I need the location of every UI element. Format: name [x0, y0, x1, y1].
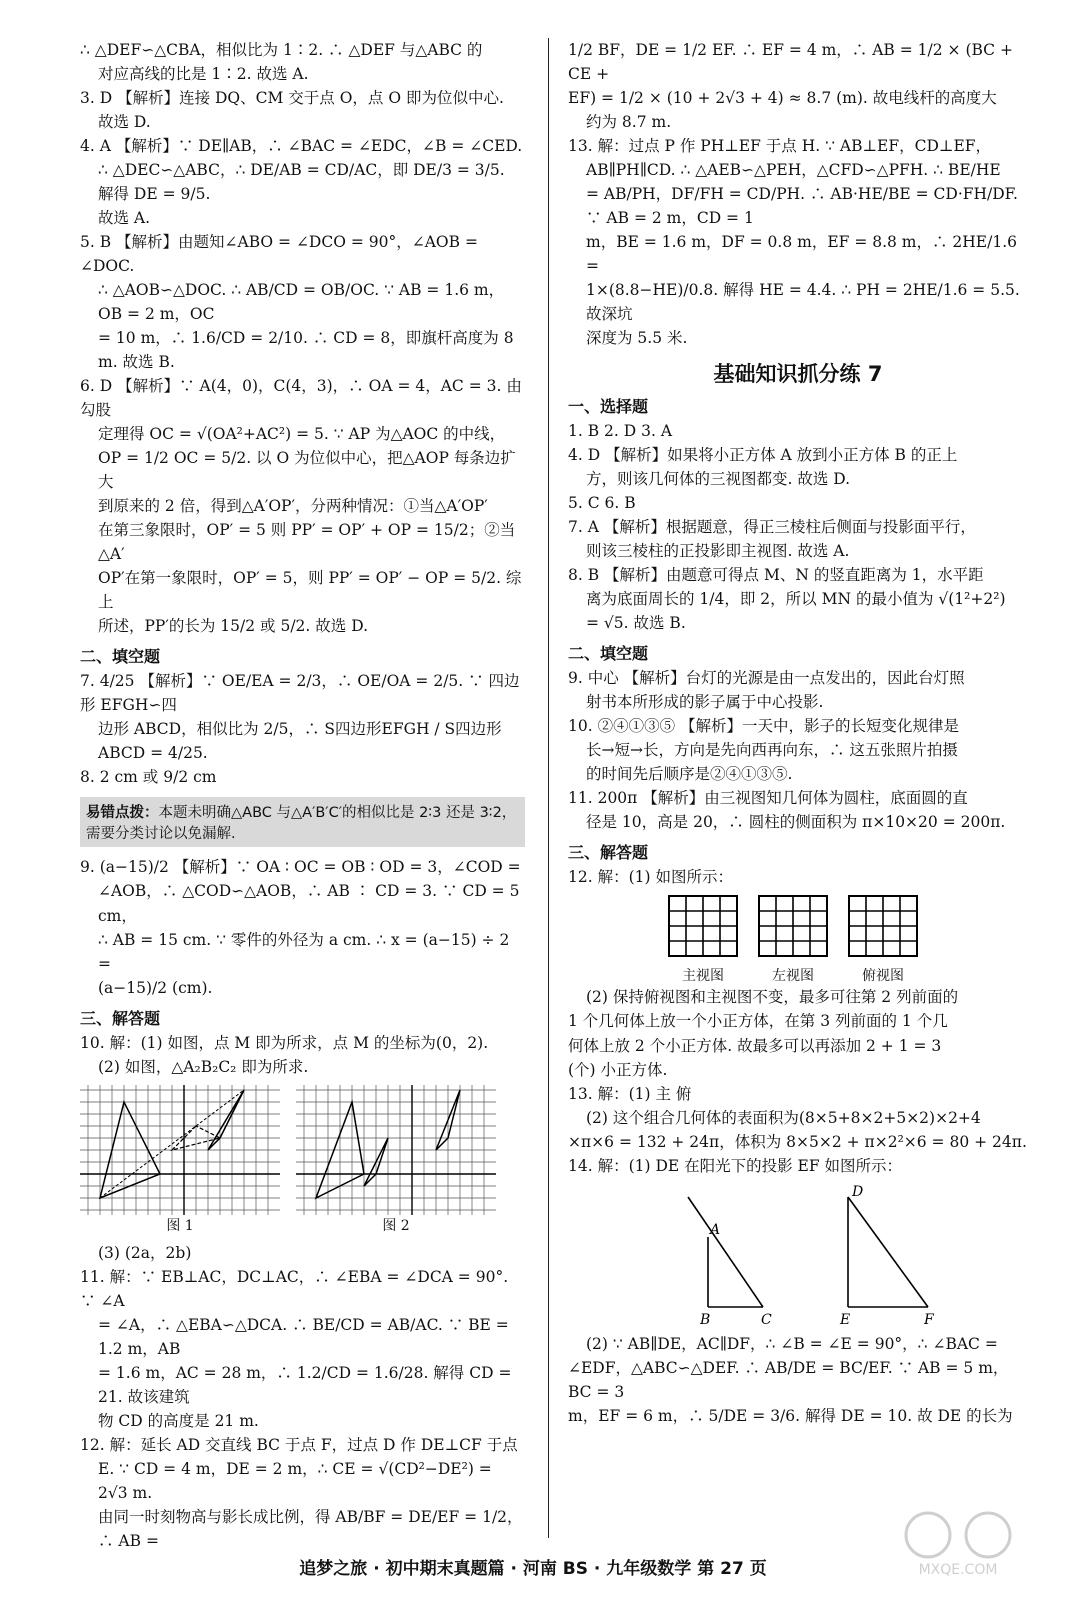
text-line: 5. C 6. B	[568, 494, 636, 513]
text-line: 6. D 【解析】∵ A(4，0)，C(4，3)，∴ OA = 4，AC = 3. 由勾股	[80, 377, 522, 420]
left-view	[758, 895, 828, 985]
text-line: 1/2 BF，DE = 1/2 EF. ∴ EF = 4 m，∴ AB = 1/2 × (BC + CE +	[568, 41, 1013, 84]
text-line: = 10 m，∴ 1.6/CD = 2/10. ∴ CD = 8，即旗杆高度为 8 m. 故选 B.	[98, 329, 514, 372]
text-line: 射书本所形成的影子属于中心投影.	[586, 693, 824, 712]
text-line: 在第三象限时，OP′ = 5 则 PP′ = OP′ + OP = 15/2；②当△A′	[98, 521, 516, 564]
text-line: 1. B 2. D 3. A	[568, 422, 673, 441]
top-view-caption: 俯视图	[862, 968, 904, 985]
text-line: m，BE = 1.6 m，DF = 0.8 m，EF = 8.8 m，∴ 2HE/1.6 =	[586, 233, 1017, 276]
text-line: 的时间先后顺序是②④①③⑤.	[586, 765, 793, 784]
text-line: OP = 1/2 OC = 5/2. 以 O 为位似中心，把△AOP 每条边扩大	[98, 449, 516, 492]
left-column	[80, 38, 525, 1553]
text-line: = AB/PH，DF/FH = CD/PH. ∴ AB·HE/BE = CD·FH/DF. ∵ AB = 2 m，CD = 1	[586, 185, 1018, 228]
coordinate-figures	[80, 1085, 525, 1235]
watermark-text: MXQE.COM	[918, 1562, 998, 1578]
text-line: 离为底面周长的 1/4，即 2，所以 MN 的最小值为 √(1²+2²)	[586, 590, 1006, 609]
text-line: 13. 解：(1) 主 俯	[568, 1084, 692, 1103]
text-line: ∠EDF，△ABC∽△DEF. ∴ AB/DE = BC/EF. ∵ AB = 5 m，BC = 3	[568, 1358, 1009, 1401]
text-line: 7. 4/25 【解析】∵ OE/EA = 2/3，∴ OE/OA = 2/5. ∵ 四边形 EFGH∽四	[80, 672, 520, 715]
error-tip-box	[80, 797, 525, 847]
section-heading: 三、解答题	[568, 843, 649, 863]
front-view-caption: 主视图	[682, 968, 724, 985]
text-line: 何体上放 2 个小正方体. 故最多可以再添加 2 + 1 = 3	[568, 1036, 942, 1055]
text-line: E. ∵ CD = 4 m，DE = 2 m，∴ CE = √(CD²−DE²) = 2√3 m.	[98, 1459, 492, 1502]
text-line: 到原来的 2 倍，得到△A′OP′，分两种情况：①当△A′OP′	[98, 497, 488, 516]
section-heading: 三、解答题	[80, 1008, 161, 1028]
text-line: 4. D 【解析】如果将小正方体 A 放到小正方体 B 的正上	[568, 446, 958, 465]
text-line: 故选 A.	[98, 209, 151, 228]
text-line: = ∠A，∴ △EBA∽△DCA. ∴ BE/CD = AB/AC. ∵ BE = 1.2 m，AB	[98, 1315, 509, 1358]
top-view-grid	[848, 895, 918, 957]
practice-title: 基础知识抓分练 7	[713, 362, 883, 387]
point-c: C	[761, 1311, 772, 1328]
text-line: = √5. 故选 B.	[586, 614, 686, 633]
text-line: 4. A 【解析】∵ DE∥AB，∴ ∠BAC = ∠EDC，∠B = ∠CED.	[80, 137, 523, 156]
grid-figure-2	[296, 1085, 496, 1215]
text-line: 边形 ABCD，相似比为 2/5，∴ S四边形EFGH / S四边形ABCD = 4/25.	[98, 720, 502, 763]
left-view-caption: 左视图	[772, 968, 814, 985]
text-line: 方，则该几何体的三视图都变. 故选 D.	[586, 470, 851, 489]
point-f: F	[924, 1311, 934, 1328]
text-line: 深度为 5.5 米.	[586, 329, 688, 348]
left-view-grid	[758, 895, 828, 957]
text-line: 10. ②④①③⑤ 【解析】一天中，影子的长短变化规律是	[568, 717, 960, 736]
section-heading: 一、选择题	[568, 397, 649, 417]
text-line: 10. 解：(1) 如图，点 M 即为所求，点 M 的坐标为(0，2).	[80, 1033, 489, 1052]
text-line: (2) ∵ AB∥DE，AC∥DF，∴ ∠B = ∠E = 90°，∴ ∠BAC =	[586, 1334, 998, 1353]
text-line: OP′在第一象限时，OP′ = 5，则 PP′ = OP′ − OP = 5/2. 综上	[98, 569, 522, 612]
right-column	[568, 38, 1028, 1428]
front-view-grid	[668, 895, 738, 957]
text-line: m，EF = 6 m，∴ 5/DE = 3/6. 解得 DE = 10. 故 DE 的长为	[568, 1406, 1013, 1425]
figure-2	[296, 1085, 496, 1235]
text-line: 定理得 OC = √(OA²+AC²) = 5. ∵ AP 为△AOC 的中线，	[98, 425, 506, 444]
text-line: 9. 中心 【解析】台灯的光源是由一点发出的，因此台灯照	[568, 669, 965, 688]
text-line: 12. 解：延长 AD 交直线 BC 于点 F，过点 D 作 DE⊥CF 于点	[80, 1435, 518, 1454]
text-line: 14. 解：(1) DE 在阳光下的投影 EF 如图所示：	[568, 1156, 903, 1175]
text-line: ∴ △DEF∽△CBA，相似比为 1∶2. ∴ △DEF 与△ABC 的	[80, 41, 483, 59]
tip-text: 本题未明确△ABC 与△A′B′C′的相似比是 2∶3 还是 3∶2，需要分类讨论以免漏解.	[86, 805, 517, 843]
point-a: A	[710, 1221, 721, 1238]
column-divider	[548, 38, 549, 1538]
text-line: 11. 200π 【解析】由三视图知几何体为圆柱，底面圆的直	[568, 789, 968, 808]
page-footer: 追梦之旅 · 初中期末真题篇 · 河南 BS · 九年级数学 第 27 页	[299, 1559, 767, 1579]
text-line: 9. (a−15)/2 【解析】∵ OA ∶ OC = OB ∶ OD = 3，∠COD =	[80, 858, 521, 877]
text-line: 1×(8.8−HE)/0.8. 解得 HE = 4.4. ∴ PH = 2HE/1.6 = 5.5. 故深坑	[586, 281, 1020, 324]
text-line: (个) 小正方体.	[568, 1060, 668, 1079]
text-line: 12. 解：(1) 如图所示：	[568, 868, 733, 887]
point-e: E	[840, 1311, 851, 1328]
section-heading: 二、填空题	[568, 644, 649, 664]
text-line: 故选 D.	[98, 113, 151, 132]
text-line: ∠AOB，∴ △COD∽△AOB，∴ AB ∶ CD = 3. ∵ CD = 5 cm，	[98, 882, 520, 925]
shadow-projection-figure	[628, 1182, 1048, 1332]
text-line: = 1.6 m，AC = 28 m，∴ 1.2/CD = 1.6/28. 解得 CD = 21. 故该建筑	[98, 1363, 512, 1406]
text-line: 则该三棱柱的正投影即主视图. 故选 A.	[586, 542, 850, 561]
text-line: 1 个几何体上放一个小正方体，在第 3 列前面的 1 个几	[568, 1012, 948, 1031]
figure-1-caption: 图 1	[166, 1217, 194, 1234]
text-line: 径是 10，高是 20，∴ 圆柱的侧面积为 π×10×20 = 200π.	[586, 813, 1006, 832]
text-line: 8. B 【解析】由题意可得点 M、N 的竖直距离为 1，水平距	[568, 566, 984, 585]
text-line: 长→短→长，方向是先向西再向东，∴ 这五张照片拍摄	[586, 741, 958, 760]
figure-1	[80, 1085, 280, 1235]
text-line: (2) 如图，△A₂B₂C₂ 即为所求.	[98, 1057, 309, 1076]
three-views-figure	[668, 895, 1028, 985]
text-line: (3) (2a，2b)	[98, 1243, 192, 1262]
point-b: B	[700, 1311, 711, 1328]
section-heading: 二、填空题	[80, 647, 161, 667]
text-line: 11. 解：∵ EB⊥AC，DC⊥AC，∴ ∠EBA = ∠DCA = 90°. ∵ ∠A	[80, 1267, 509, 1310]
text-line: ×π×6 = 132 + 24π，体积为 8×5×2 + π×2²×6 = 80 + 24π.	[568, 1132, 1027, 1151]
text-line: 所述，PP′的长为 15/2 或 5/2. 故选 D.	[98, 617, 368, 636]
watermark-logo	[888, 1500, 1028, 1580]
text-line: ∴ AB = 15 cm. ∵ 零件的外径为 a cm. ∴ x = (a−15) ÷ 2 =	[98, 930, 510, 973]
text-line: ∴ △DEC∽△ABC，∴ DE/AB = CD/AC，即 DE/3 = 3/5. 解得 DE = 9/5.	[98, 161, 505, 204]
text-line: 13. 解：过点 P 作 PH⊥EF 于点 H. ∵ AB⊥EF，CD⊥EF，	[568, 137, 992, 156]
text-line: 3. D 【解析】连接 DQ、CM 交于点 O，点 O 即为位似中心.	[80, 89, 504, 108]
text-line: 物 CD 的高度是 21 m.	[98, 1411, 259, 1430]
text-line: 8. 2 cm 或 9/2 cm	[80, 768, 217, 787]
figure-2-caption: 图 2	[382, 1217, 410, 1234]
text-line: 5. B 【解析】由题知∠ABO = ∠DCO = 90°，∠AOB = ∠DOC.	[80, 233, 478, 276]
text-line: 7. A 【解析】根据题意，得正三棱柱后侧面与投影面平行，	[568, 518, 976, 537]
top-view	[848, 895, 918, 985]
text-line: AB∥PH∥CD. ∴ △AEB∽△PEH，△CFD∽△PFH. ∴ BE/HE	[586, 161, 1001, 180]
grid-figure-1	[80, 1085, 280, 1215]
point-d: D	[852, 1183, 864, 1200]
tip-label: 易错点拨：	[86, 805, 159, 822]
text-line: EF) = 1/2 × (10 + 2√3 + 4) ≈ 8.7 (m). 故电线杆的高度大	[568, 89, 997, 108]
text-line: (a−15)/2 (cm).	[98, 978, 213, 997]
text-line: 对应高线的比是 1∶2. 故选 A.	[98, 65, 309, 84]
text-line: (2) 保持俯视图和主视图不变，最多可往第 2 列前面的	[586, 988, 959, 1007]
text-line: 由同一时刻物高与影长成比例，得 AB/BF = DE/EF = 1/2，∴ AB =	[98, 1507, 523, 1550]
text-line: 约为 8.7 m.	[586, 113, 672, 132]
front-view	[668, 895, 738, 985]
text-line: (2) 这个组合几何体的表面积为(8×5+8×2+5×2)×2+4	[586, 1108, 981, 1127]
text-line: ∴ △AOB∽△DOC. ∴ AB/CD = OB/OC. ∵ AB = 1.6 m，OB = 2 m，OC	[98, 281, 505, 324]
